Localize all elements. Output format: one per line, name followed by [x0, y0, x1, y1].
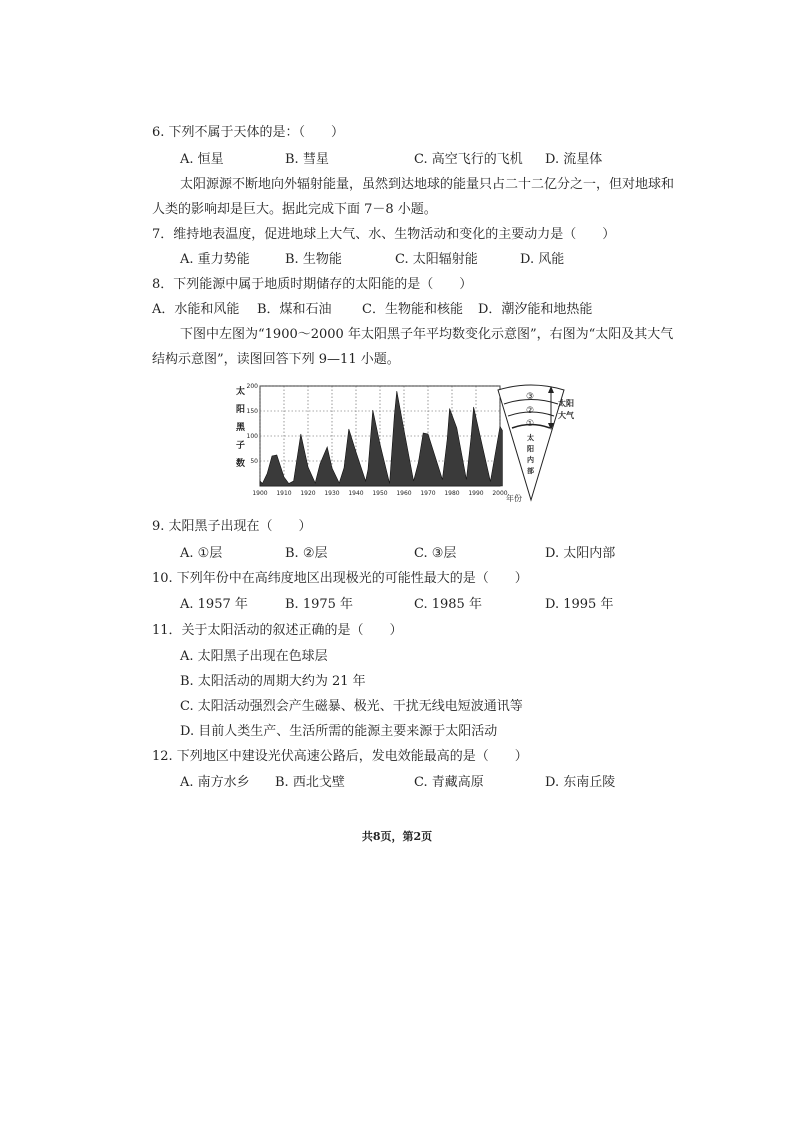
intro-9-11-line1: 下图中左图为“1900～2000 年太阳黑子年平均数变化示意图”，右图为“太阳及其大气: [180, 327, 674, 342]
q11-stem: 11．关于太阳活动的叙述正确的是（ ）: [152, 623, 403, 638]
q8-option-a: A．水能和风能: [152, 302, 240, 317]
ylabel-char: 太: [236, 387, 246, 397]
q9-option-b: B. ②层: [285, 546, 328, 561]
y-tick-label: 200: [246, 383, 258, 390]
q8-option-b: B．煤和石油: [257, 302, 332, 317]
atmosphere-label-2: 大气: [558, 411, 574, 420]
q8-option-c: C．生物能和核能: [362, 302, 463, 317]
q11-option-d: D. 目前人类生产、生活所需的能源主要来源于太阳活动: [180, 724, 498, 739]
q9-option-a: A. ①层: [180, 546, 223, 561]
ylabel-char: 子: [236, 441, 246, 451]
q6-option-c: C. 高空飞行的飞机: [414, 152, 523, 167]
sunspot-figure: [228, 380, 568, 504]
q10-stem: 10. 下列年份中在高纬度地区出现极光的可能性最大的是（ ）: [152, 571, 528, 586]
x-tick-label: 1950: [372, 490, 388, 497]
page-footer: 共8页，第2页: [361, 830, 433, 843]
x-tick-label: 1990: [468, 490, 484, 497]
x-tick-label: 1930: [324, 490, 340, 497]
x-tick-label: 1900: [252, 490, 268, 497]
ylabel-char: 黑: [236, 423, 246, 433]
x-tick-label: 1920: [300, 490, 316, 497]
atmosphere-label-1: 太阳: [558, 399, 574, 408]
x-tick-label: 1910: [276, 490, 292, 497]
q9-option-d: D. 太阳内部: [545, 546, 616, 561]
ylabel-char: 数: [236, 459, 246, 469]
x-axis-label: 年份: [506, 494, 522, 503]
y-tick-label: 150: [246, 408, 258, 415]
q12-option-b: B. 西北戈壁: [275, 775, 345, 790]
q10-option-d: D. 1995 年: [545, 597, 614, 612]
q11-option-c: C. 太阳活动强烈会产生磁暴、极光、干扰无线电短波通讯等: [180, 699, 523, 714]
x-tick-label: 1980: [444, 490, 460, 497]
x-tick-label: 2000: [492, 490, 508, 497]
interior-label-char: 部: [527, 467, 534, 475]
q10-option-b: B. 1975 年: [285, 597, 354, 612]
layer-2-label: ②: [526, 406, 535, 416]
q11-option-b: B. 太阳活动的周期大约为 21 年: [180, 674, 366, 689]
interior-label-char: 阳: [527, 445, 534, 453]
x-tick-label: 1960: [396, 490, 412, 497]
layer-3-label: ③: [526, 392, 535, 402]
ylabel-char: 阳: [236, 405, 246, 415]
x-tick-label: 1940: [348, 490, 364, 497]
q12-option-d: D. 东南丘陵: [545, 775, 616, 790]
q6-option-b: B. 彗星: [285, 152, 329, 167]
q6-option-d: D. 流星体: [545, 152, 603, 167]
intro-7-8-line1: 太阳源源不断地向外辐射能量，虽然到达地球的能量只占二十二亿分之一，但对地球和: [180, 177, 675, 192]
y-tick-label: 50: [250, 458, 258, 465]
q7-stem: 7．维持地表温度，促进地球上大气、水、生物活动和变化的主要动力是（ ）: [152, 227, 616, 242]
q10-option-c: C. 1985 年: [414, 597, 482, 612]
q6-stem: 6. 下列不属于天体的是：（ ）: [152, 125, 345, 140]
q7-option-b: B. 生物能: [285, 252, 342, 267]
q7-option-a: A. 重力势能: [180, 252, 250, 267]
q11-option-a: A. 太阳黑子出现在色球层: [180, 649, 328, 664]
q8-stem: 8．下列能源中属于地质时期储存的太阳能的是（ ）: [152, 277, 473, 292]
q7-option-d: D. 风能: [520, 252, 565, 267]
q10-option-a: A. 1957 年: [180, 597, 248, 612]
x-tick-label: 1970: [420, 490, 436, 497]
q7-option-c: C. 太阳辐射能: [395, 252, 478, 267]
interior-label-char: 太: [527, 434, 534, 442]
q6-option-a: A. 恒星: [180, 152, 224, 167]
bracket-arrow-down: [548, 423, 554, 430]
interior-label-char: 内: [527, 456, 534, 464]
intro-7-8-line2: 人类的影响却是巨大。据此完成下面 7－8 小题。: [152, 202, 437, 217]
bracket-arrow-up: [548, 386, 554, 393]
q12-option-a: A. 南方水乡: [180, 775, 250, 790]
q9-option-c: C. ③层: [414, 546, 457, 561]
intro-9-11-line2: 结构示意图”，读图回答下列 9—11 小题。: [152, 352, 400, 367]
q12-stem: 12. 下列地区中建设光伏高速公路后，发电效能最高的是（ ）: [152, 749, 528, 764]
q9-stem: 9. 太阳黑子出现在（ ）: [152, 519, 312, 534]
q8-option-d: D．潮汐能和地热能: [478, 302, 593, 317]
layer-1-label: ①: [526, 419, 535, 429]
q12-option-c: C. 青藏高原: [414, 775, 484, 790]
y-tick-label: 100: [246, 433, 258, 440]
atmosphere-bracket: [545, 384, 585, 432]
